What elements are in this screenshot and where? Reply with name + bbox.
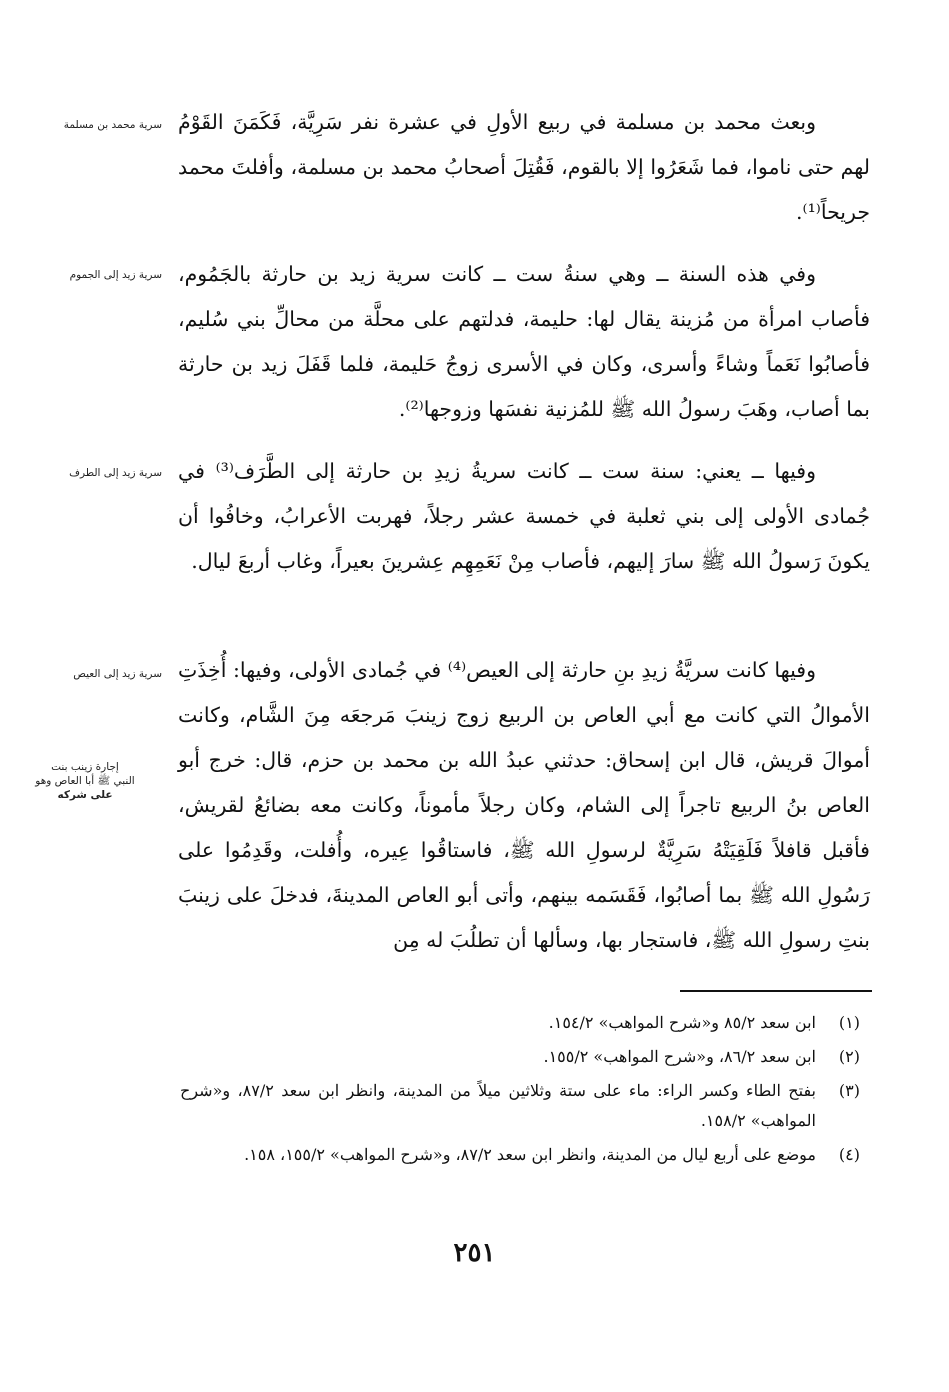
margin-note-line: إجارة زينب بنت <box>51 761 119 773</box>
margin-note-line: على شركه <box>57 789 113 801</box>
footnote-text: موضع على أربع ليال من المدينة، وانظر ابن سعد ٨٧/٢، و«شرح المواهب» ١٥٥/٢، ١٥٨. <box>244 1145 816 1164</box>
margin-note: سرية محمد بن مسلمة <box>63 119 162 131</box>
margin-note: سرية زيد إلى الطرف <box>69 467 162 479</box>
footnote-number: (٤) <box>838 1145 860 1164</box>
footnote-number: (٣) <box>838 1081 860 1100</box>
footnote-item <box>180 1042 860 1072</box>
main-text-block <box>178 449 870 584</box>
margin-note: سرية زيد إلى الجموم <box>69 269 162 281</box>
footnote-text: ابن سعد ٨٦/٢، و«شرح المواهب» ١٥٥/٢. <box>543 1047 816 1066</box>
paragraph-sariya-zayd-jamum: وفي هذه السنة ــ وهي سنةُ ست ــ كانت سرية زيد بن حارثة بالجَمُوم، فأصاب امرأة من مُزينة يقال لها: حليمة، فدلتهم على محلَّة من محالِّ بني سُليم، فأصابُوا نَعَماً وشاءً وأسرى، وكان في الأسرى زوجُ حَليمة، فلما قَفَلَ زيد بن حارثة بما أصاب، وهَبَ رسولُ الله ﷺ للمُزنية نفسَها وزوجها⁽²⁾. <box>178 262 870 421</box>
footnote-item <box>180 1008 860 1038</box>
footnotes-section <box>180 1008 860 1174</box>
footnote-text: بفتح الطاء وكسر الراء: ماء على ستة وثلاثين ميلاً من المدينة، وانظر ابن سعد ٨٧/٢، و«شرح المواهب» ١٥٨/٢. <box>180 1081 817 1130</box>
footnote-item <box>180 1076 860 1136</box>
footnote-number: (١) <box>838 1013 860 1032</box>
paragraph-sariya-zayd-ays: وفيها كانت سريَّةُ زيدِ بنِ حارثة إلى العيص⁽⁴⁾ في جُمادى الأولى، وفيها: أُخِذَتِ الأموالُ التي كانت مع أبي العاص بن الربيع زوج زينبَ مَرجعَه مِنَ الشَّام، وكانت أموالَ قريش، قال ابن إسحاق: حدثني عبدُ الله بن محمد بن حزم، قال: خرج أبو العاص بنُ الربيع تاجراً إلى الشام، وكان رجلاً مأموناً، وكانت معه بضائعُ لقريش، فأقبل قافلاً فَلَقِيَتْهُ سَرِيَّةٌ لرسولِ الله ﷺ، فاستاقُوا عِيره، وأُفلت، وقَدِمُوا على رَسُولِ الله ﷺ بما أصابُوا، فَقَسَمه بينهم، وأتى أبو العاص المدينةَ، فدخلَ على زينبَ بنتِ رسولِ الله ﷺ، فاستجار بها، وسألها أن تطلُبَ له مِن <box>178 658 870 952</box>
paragraph-sariya-zayd-taraf: وفيها ــ يعني: سنة ست ــ كانت سريةُ زيدِ بن حارثة إلى الطَّرَف⁽³⁾ في جُمادى الأولى إلى بني ثعلبة في خمسة عشر رجلاً، فهربت الأعرابُ، وخافُوا أن يكونَ رَسولُ الله ﷺ سارَ إليهم، فأصاب مِنْ نَعَمِهِم عِشرينَ بعيراً، وغاب أربعَ ليال. <box>178 459 870 573</box>
page-number: ٢٥١ <box>453 1238 496 1268</box>
footnote-number: (٢) <box>838 1047 860 1066</box>
main-text-block <box>178 100 870 235</box>
margin-note-zaynab <box>10 760 160 802</box>
main-text-block <box>178 648 870 963</box>
margin-note-line: النبي ﷺ أبا العاص وهو <box>35 775 135 787</box>
paragraph-sariya-muhammad-bin-maslama: وبعث محمد بن مسلمة في ربيع الأولِ في عشرة نفر سَرِيَّة، فَكَمَنَ القَوْمُ لهم حتى ناموا، فما شَعَرُوا إلا بالقوم، فَقُتِلَ أصحابُ محمد بن مسلمة، وأفلتَ محمد جريحاً⁽¹⁾. <box>178 110 870 224</box>
footnote-item <box>180 1140 860 1170</box>
footnote-text: ابن سعد ٨٥/٢ و«شرح المواهب» ١٥٤/٢. <box>548 1013 816 1032</box>
margin-note: سرية زيد إلى العيص <box>73 668 162 680</box>
footnote-separator <box>680 990 872 992</box>
main-text-block <box>178 252 870 432</box>
